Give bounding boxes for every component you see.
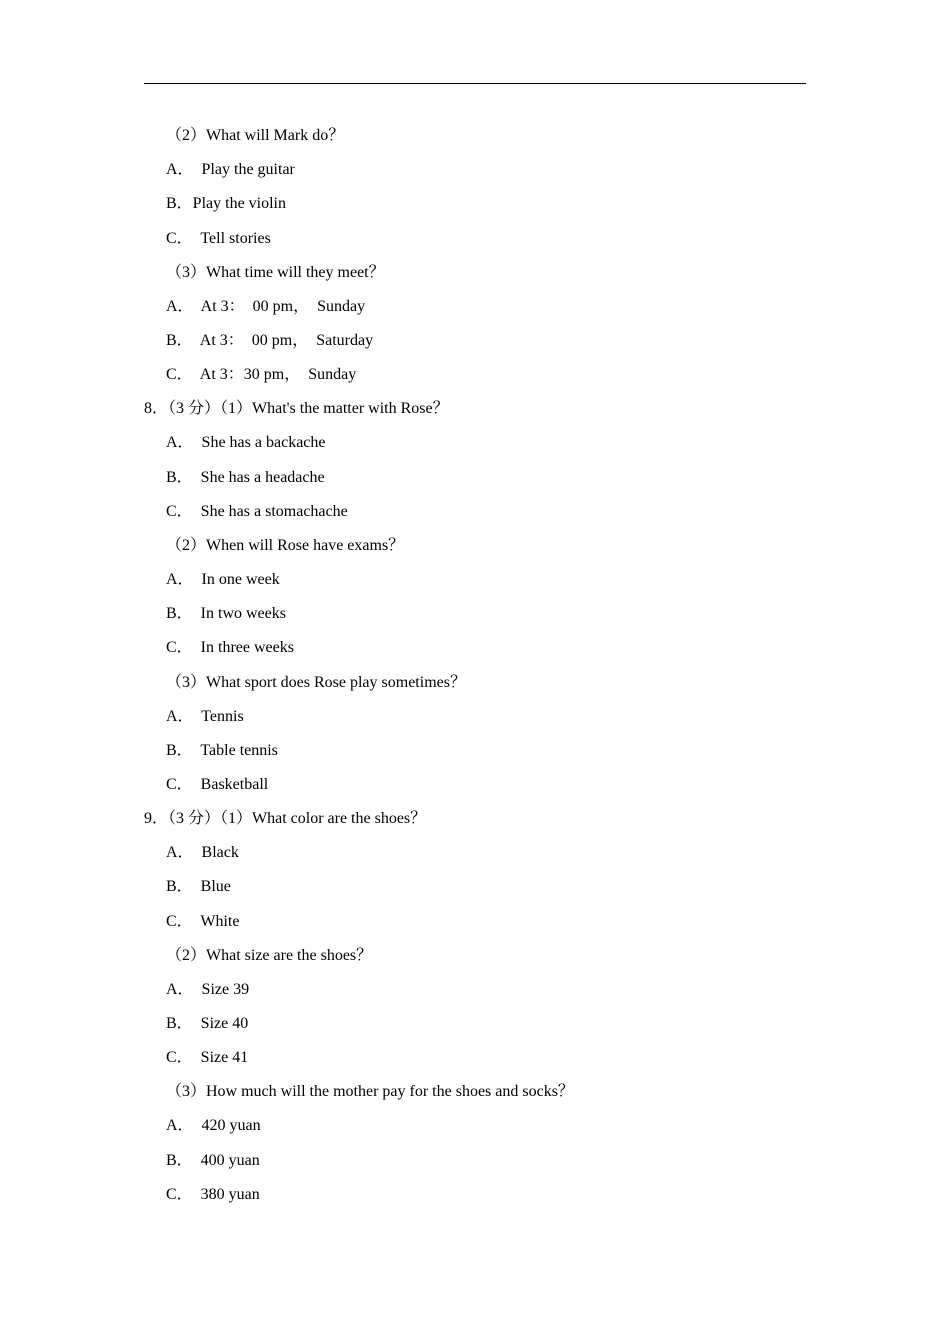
option-b: B． At 3： 00 pm， Saturday bbox=[166, 332, 374, 349]
option-c: C． At 3：30 pm， Sunday bbox=[166, 366, 357, 383]
option-a: A． In one week bbox=[166, 571, 280, 588]
question-9-part-1: 9．（3 分）（1）What color are the shoes？ bbox=[144, 810, 427, 827]
option-c: C． Tell stories bbox=[166, 230, 271, 247]
option-a: A． Size 39 bbox=[166, 981, 250, 998]
option-c: C． Basketball bbox=[166, 776, 269, 793]
question-7-part-2: （2）What will Mark do？ bbox=[166, 127, 345, 144]
option-b: B． Table tennis bbox=[166, 742, 278, 759]
option-c: C． White bbox=[166, 913, 240, 930]
option-a: A． Black bbox=[166, 844, 239, 861]
question-9-part-2: （2）What size are the shoes？ bbox=[166, 947, 373, 964]
question-9-part-3: （3）How much will the mother pay for the shoes and socks？ bbox=[166, 1083, 574, 1100]
option-a: A． At 3： 00 pm， Sunday bbox=[166, 298, 366, 315]
header-rule bbox=[144, 83, 806, 84]
question-8-part-1: 8．（3 分）（1）What's the matter with Rose？ bbox=[144, 400, 449, 417]
option-b: B．Play the violin bbox=[166, 195, 287, 212]
question-8-part-2: （2）When will Rose have exams？ bbox=[166, 537, 405, 554]
option-b: B． 400 yuan bbox=[166, 1152, 260, 1169]
option-a: A． Play the guitar bbox=[166, 161, 295, 178]
option-a: A． 420 yuan bbox=[166, 1117, 261, 1134]
option-a: A． Tennis bbox=[166, 708, 244, 725]
option-c: C． In three weeks bbox=[166, 639, 294, 656]
option-b: B． Blue bbox=[166, 878, 231, 895]
question-7-part-3: （3）What time will they meet？ bbox=[166, 264, 385, 281]
question-8-part-3: （3）What sport does Rose play sometimes？ bbox=[166, 674, 466, 691]
option-a: A． She has a backache bbox=[166, 434, 326, 451]
option-b: B． Size 40 bbox=[166, 1015, 249, 1032]
option-c: C． Size 41 bbox=[166, 1049, 249, 1066]
option-b: B． In two weeks bbox=[166, 605, 286, 622]
option-c: C． She has a stomachache bbox=[166, 503, 348, 520]
option-b: B． She has a headache bbox=[166, 469, 325, 486]
option-c: C． 380 yuan bbox=[166, 1186, 260, 1203]
